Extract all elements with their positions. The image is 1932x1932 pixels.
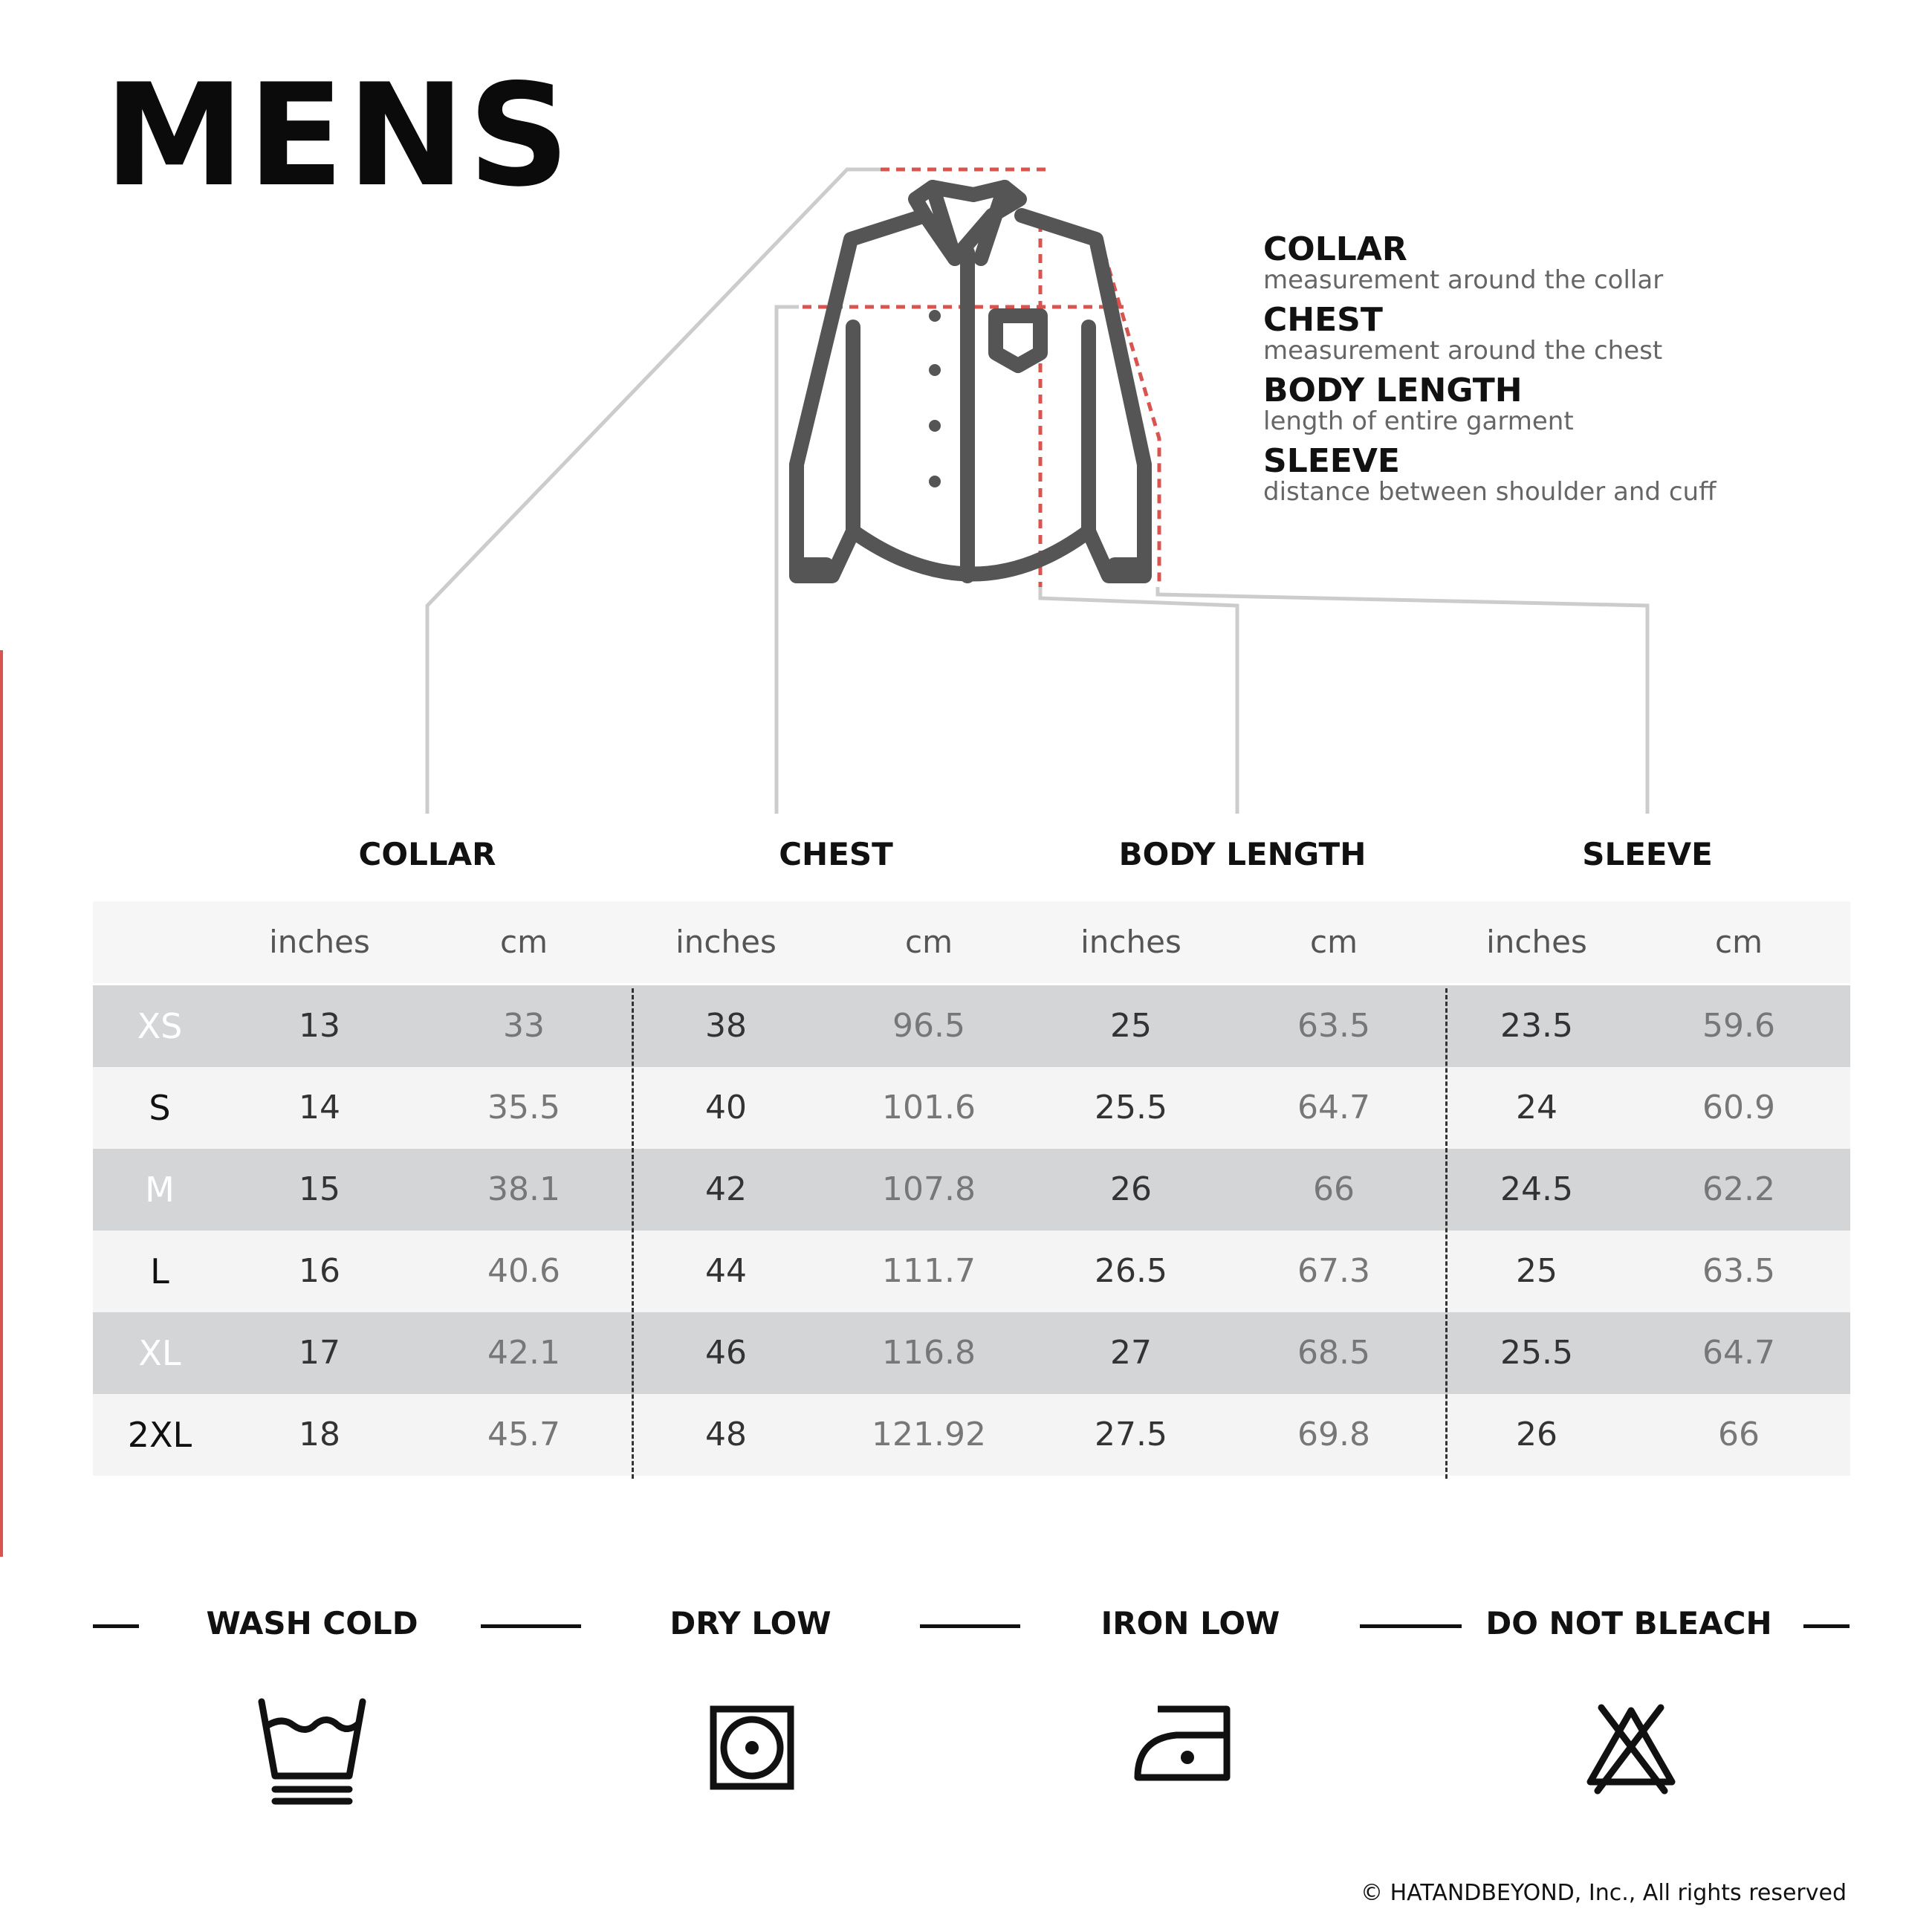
cell-collar-in: 15	[299, 1170, 340, 1208]
page-title: MENS	[104, 54, 573, 218]
cell-body-in: 27.5	[1095, 1416, 1167, 1453]
legend-sleeve-desc: distance between shoulder and cuff	[1263, 477, 1717, 508]
cell-body-cm: 68.5	[1297, 1334, 1370, 1372]
header-chest-cm: cm	[904, 924, 953, 960]
cell-chest-in: 38	[705, 1007, 747, 1045]
cell-sleeve-in: 25	[1516, 1252, 1557, 1290]
cell-sleeve-in: 26	[1516, 1416, 1557, 1453]
care-divider-line	[920, 1624, 1020, 1628]
cell-sleeve-cm: 63.5	[1702, 1252, 1775, 1290]
legend-collar-desc: measurement around the collar	[1263, 265, 1664, 296]
shirt-diagram	[0, 0, 1932, 825]
cell-collar-cm: 33	[503, 1007, 545, 1045]
cell-body-cm: 67.3	[1297, 1252, 1370, 1290]
cell-body-in: 27	[1110, 1334, 1152, 1372]
cell-collar-cm: 45.7	[487, 1416, 560, 1453]
cell-body-in: 25	[1110, 1007, 1152, 1045]
header-sleeve-inches: inches	[1486, 924, 1587, 960]
wash-cold-icon	[253, 1694, 372, 1813]
collar-leader-line	[427, 169, 881, 814]
care-divider-line	[481, 1624, 581, 1628]
size-label: M	[145, 1170, 175, 1210]
cell-chest-cm: 107.8	[882, 1170, 976, 1208]
cell-collar-in: 17	[299, 1334, 340, 1372]
header-body-cm: cm	[1309, 924, 1358, 960]
cell-sleeve-in: 23.5	[1500, 1007, 1573, 1045]
cell-body-in: 26	[1110, 1170, 1152, 1208]
iron-low-icon	[1132, 1694, 1236, 1791]
cell-sleeve-cm: 59.6	[1702, 1007, 1775, 1045]
cell-chest-in: 42	[705, 1170, 747, 1208]
cell-body-in: 25.5	[1095, 1089, 1167, 1127]
size-label: 2XL	[127, 1415, 192, 1455]
cell-chest-in: 46	[705, 1334, 747, 1372]
cell-sleeve-cm: 60.9	[1702, 1089, 1775, 1127]
cell-chest-in: 44	[705, 1252, 747, 1290]
legend-body-length-desc: length of entire garment	[1263, 406, 1574, 437]
legend-chest-desc: measurement around the chest	[1263, 336, 1663, 366]
cell-chest-cm: 121.92	[872, 1416, 986, 1453]
legend-sleeve-name: SLEEVE	[1263, 442, 1400, 480]
table-row	[93, 1067, 1850, 1149]
header-chest-inches: inches	[675, 924, 777, 960]
column-heading-sleeve: SLEEVE	[1582, 836, 1713, 872]
legend-body-length	[1263, 373, 1574, 435]
legend-chest	[1263, 302, 1662, 365]
care-label-do-not-bleach: DO NOT BLEACH	[1485, 1605, 1772, 1641]
cell-collar-cm: 40.6	[487, 1252, 560, 1290]
shirt-outline-icon	[797, 187, 1144, 576]
table-row	[93, 1231, 1850, 1312]
care-divider-line	[93, 1624, 139, 1628]
cell-collar-in: 16	[299, 1252, 340, 1290]
column-heading-body-length: BODY LENGTH	[1118, 836, 1367, 872]
sleeve-leader-line	[1158, 587, 1647, 814]
cell-sleeve-in: 24.5	[1500, 1170, 1573, 1208]
cell-body-cm: 64.7	[1297, 1089, 1370, 1127]
legend-collar-name: COLLAR	[1263, 230, 1407, 268]
care-label-wash-cold: WASH COLD	[206, 1605, 418, 1641]
cell-sleeve-cm: 66	[1718, 1416, 1760, 1453]
cell-body-cm: 69.8	[1297, 1416, 1370, 1453]
care-divider-line	[1360, 1624, 1462, 1628]
cell-collar-in: 13	[299, 1007, 340, 1045]
column-separator-collar-chest	[632, 988, 634, 1479]
shirt-buttons	[929, 310, 941, 487]
cell-body-cm: 63.5	[1297, 1007, 1370, 1045]
size-label: L	[150, 1251, 169, 1291]
cell-sleeve-cm: 64.7	[1702, 1334, 1775, 1372]
header-collar-cm: cm	[499, 924, 548, 960]
copyright-notice: © HATANDBEYOND, Inc., All rights reserved	[1361, 1880, 1847, 1906]
cell-collar-cm: 42.1	[487, 1334, 560, 1372]
table-row	[93, 1394, 1850, 1476]
column-heading-chest: CHEST	[779, 836, 893, 872]
cell-sleeve-in: 24	[1516, 1089, 1557, 1127]
size-label: S	[149, 1088, 171, 1128]
care-divider-line	[1803, 1624, 1850, 1628]
body-length-leader-line	[1040, 587, 1237, 814]
care-label-dry-low: DRY LOW	[670, 1605, 832, 1641]
cell-chest-in: 40	[705, 1089, 747, 1127]
cell-chest-cm: 111.7	[882, 1252, 976, 1290]
header-collar-inches: inches	[269, 924, 370, 960]
cell-chest-in: 48	[705, 1416, 747, 1453]
column-heading-collar: COLLAR	[358, 836, 496, 872]
cell-collar-in: 18	[299, 1416, 340, 1453]
cell-body-cm: 66	[1313, 1170, 1355, 1208]
legend-chest-name: CHEST	[1263, 301, 1383, 339]
size-label: XS	[137, 1006, 183, 1046]
table-header-row	[93, 901, 1850, 983]
care-label-iron-low: IRON LOW	[1100, 1605, 1280, 1641]
cell-chest-cm: 116.8	[882, 1334, 976, 1372]
cell-sleeve-in: 25.5	[1500, 1334, 1573, 1372]
cell-body-in: 26.5	[1095, 1252, 1167, 1290]
legend-collar	[1263, 232, 1663, 294]
header-body-inches: inches	[1080, 924, 1181, 960]
cell-chest-cm: 96.5	[892, 1007, 965, 1045]
header-sleeve-cm: cm	[1714, 924, 1763, 960]
column-separator-body-sleeve	[1445, 988, 1448, 1479]
cell-collar-in: 14	[299, 1089, 340, 1127]
table-row	[93, 1312, 1850, 1394]
cell-collar-cm: 38.1	[487, 1170, 560, 1208]
table-row	[93, 1149, 1850, 1231]
tumble-dry-low-icon	[707, 1694, 797, 1791]
legend-body-length-name: BODY LENGTH	[1263, 372, 1523, 409]
cell-chest-cm: 101.6	[882, 1089, 976, 1127]
do-not-bleach-icon	[1583, 1694, 1679, 1798]
cell-collar-cm: 35.5	[487, 1089, 560, 1127]
legend-sleeve	[1263, 444, 1717, 506]
cell-sleeve-cm: 62.2	[1702, 1170, 1775, 1208]
table-row	[93, 985, 1850, 1067]
size-label: XL	[138, 1333, 181, 1373]
